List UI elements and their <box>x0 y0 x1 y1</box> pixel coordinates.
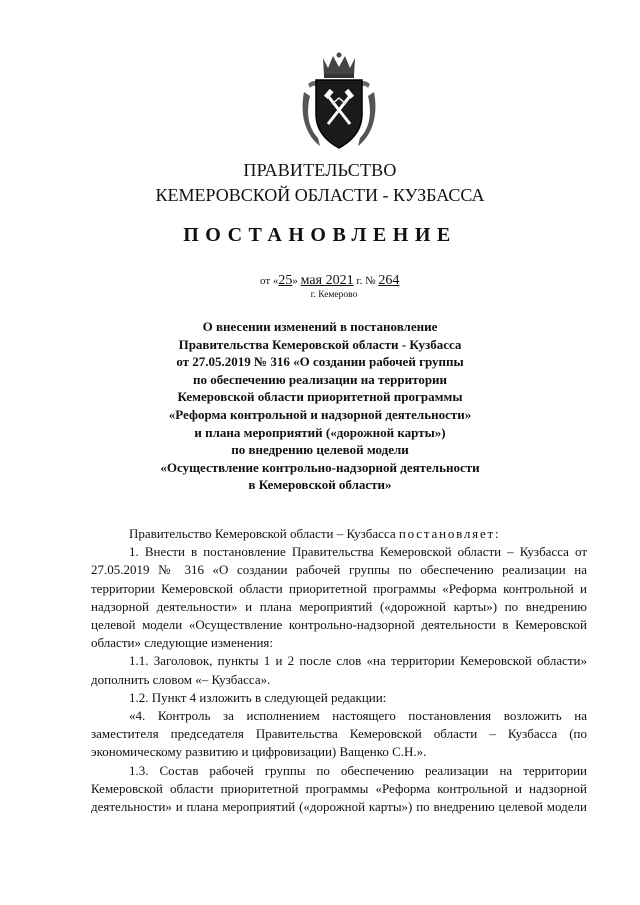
paragraph-1-2: 1.2. Пункт 4 изложить в следующей редакции: <box>129 689 387 705</box>
date-prefix: от « <box>260 275 279 287</box>
document-number: 264 <box>378 273 400 288</box>
paragraph-4-quote: «4. Контроль за исполнением настоящего постановления возложить на заместителя председателя Правительства Кемеровской области – Кузбасса (по экономическому развитию и цифровизации) Ващенко С.Н.». <box>91 708 587 760</box>
heading-line: О внесении изменений в постановление <box>202 319 438 334</box>
date-month-year: мая 2021 <box>300 273 354 288</box>
date-suffix: г. № <box>353 275 376 287</box>
date-day: 25 <box>278 273 293 288</box>
heading-line: Правительства Кемеровской области - Кузбасса <box>178 336 462 352</box>
document-heading <box>100 318 540 494</box>
heading-line: по обеспечению реализации на территории <box>192 371 448 387</box>
paragraph-1-3: 1.3. Состав рабочей группы по обеспечению реализации на территории Кемеровской области приоритетной программы «Реформа контрольной и надзорной деятельности» и плана мероприятий («дорожной карты») по внедрению целевой модели <box>91 762 587 815</box>
intro-paragraph <box>91 525 587 543</box>
date-mid: » <box>292 275 301 287</box>
government-title-line1: ПРАВИТЕЛЬСТВО <box>243 160 397 180</box>
document-body <box>91 525 587 816</box>
heading-line: Кемеровской области приоритетной программы <box>177 389 463 405</box>
intro-text: Правительство Кемеровской области – Кузбасса <box>129 526 399 541</box>
heading-line: от 27.05.2019 № 316 «О создании рабочей группы <box>176 354 464 370</box>
heading-line: «Осуществление контрольно-надзорной деятельности <box>160 459 480 475</box>
city-name: г. Кемерово <box>310 290 358 300</box>
heading-line: по внедрению целевой модели <box>231 442 409 458</box>
coat-of-arms-icon <box>298 52 380 152</box>
heading-line: в Кемеровской области» <box>248 477 392 493</box>
paragraph-1: 1. Внести в постановление Правительства Кемеровской области – Кузбасса от 27.05.2019 № 316 «О создании рабочей группы по обеспечению реализации на территории Кемеровской области приоритетной программы «Реформа контрольной и надзорной деятельности» и плана мероприятий («дорожной карты») по внедрению целевой модели «Осуществление контрольно-надзорной деятельности в Кемеровской области» следующие изменения: <box>91 544 587 651</box>
heading-line: и плана мероприятий («дорожной карты») <box>194 424 446 440</box>
intro-verb: постановляет: <box>398 526 501 541</box>
heading-line: «Реформа контрольной и надзорной деятельности» <box>168 406 472 422</box>
government-title-line2: КЕМЕРОВСКОЙ ОБЛАСТИ - КУЗБАССА <box>155 185 485 205</box>
paragraph-1-1: 1.1. Заголовок, пункты 1 и 2 после слов «на территории Кемеровской области» дополнить словом «– Кузбасса». <box>91 653 587 687</box>
document-date-line <box>260 273 399 289</box>
document-type-title: ПОСТАНОВЛЕНИЕ <box>183 224 457 246</box>
